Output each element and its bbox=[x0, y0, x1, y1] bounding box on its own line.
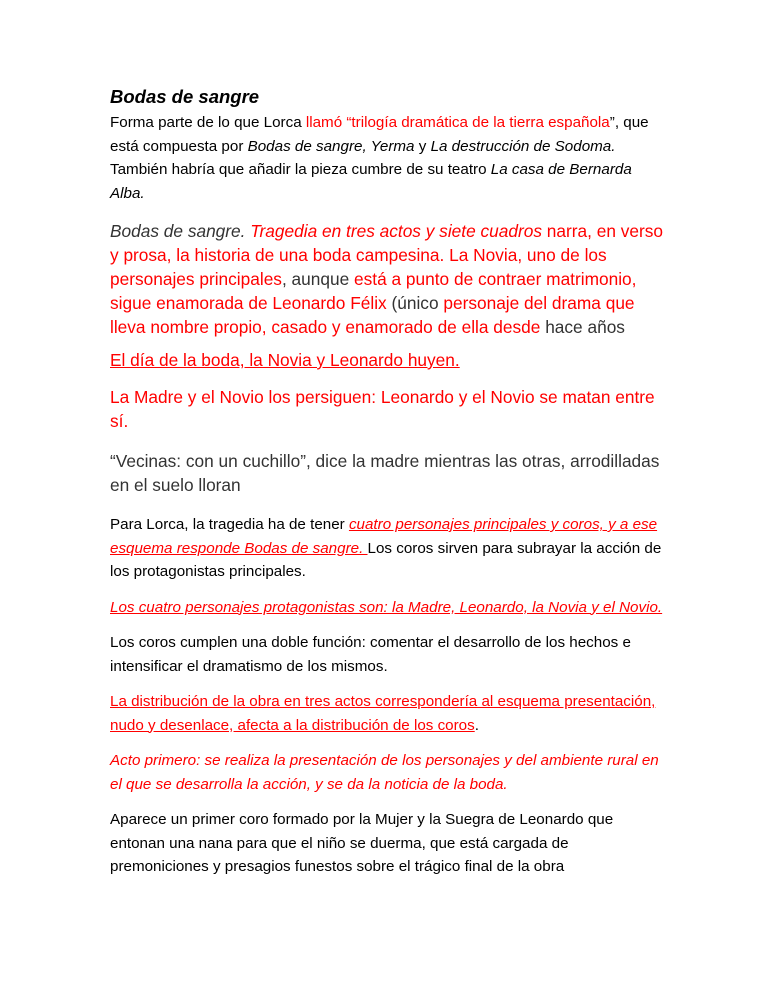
text-run-italic: La casa de Bernarda Alba. bbox=[110, 161, 632, 202]
text-run-italic: La destrucción de Sodoma. bbox=[430, 137, 616, 155]
paragraph-structure bbox=[110, 690, 670, 737]
text-run: ”, que está compuesta por bbox=[110, 114, 649, 155]
text-run-italic: Bodas de sangre. bbox=[110, 221, 251, 241]
text-run: Forma parte de lo que Lorca bbox=[110, 114, 306, 131]
paragraph-intro bbox=[110, 111, 670, 205]
text-run: (único bbox=[386, 293, 444, 313]
text-run-red: personaje del drama que lleva nombre propio, casado y enamorado de ella desde bbox=[110, 293, 635, 337]
paragraph-pursuit: La Madre y el Novio los persiguen: Leonardo y el Novio se matan entre sí. bbox=[110, 387, 655, 431]
paragraph-wedding-day: El día de la boda, la Novia y Leonardo huyen. bbox=[110, 350, 460, 370]
paragraph-act-one: Acto primero: se realiza la presentación de los personajes y del ambiente rural en el que se desarrolla la acción, y se da la noticia de la boda. bbox=[110, 752, 659, 793]
text-run: , aunque bbox=[281, 269, 355, 289]
text-run-red: llamó “trilogía dramática de la tierra española bbox=[305, 114, 610, 131]
paragraph-quote: “Vecinas: con un cuchillo”, dice la madre mientras las otras, arrodilladas en el suelo lloran bbox=[110, 451, 660, 495]
text-run-red-underline: La distribución de la obra en tres actos correspondería al esquema presentación, nudo y desenlace, afecta a la distribución de los coros bbox=[110, 693, 656, 734]
paragraph-first-chorus: Aparece un primer coro formado por la Mujer y la Suegra de Leonardo que entonan una nana para que el niño se duerma, que está cargada de premoniciones y presagios funestos sobre el trágico final de la obra bbox=[110, 811, 614, 875]
text-run: También habría que añadir la pieza cumbre de su teatro bbox=[110, 161, 491, 178]
text-run: Los coros sirven para subrayar la acción de los protagonistas principales. bbox=[110, 539, 662, 580]
paragraph-choruses: Los coros cumplen una doble función: comentar el desarrollo de los hechos e intensificar el dramatismo de los mismos. bbox=[110, 634, 631, 675]
text-run-red: está a punto de contraer matrimonio, sigue enamorada de Leonardo Félix bbox=[110, 269, 637, 313]
text-run-red: narra, en verso y prosa, la historia de una boda campesina. La Novia, uno de los personajes principales bbox=[110, 221, 664, 289]
document-body bbox=[110, 84, 670, 879]
text-run-red-italic: Tragedia en tres actos y siete cuadros bbox=[250, 221, 542, 241]
document-title: Bodas de sangre bbox=[110, 86, 260, 107]
text-run-italic: Bodas de sangre, Yerma bbox=[247, 137, 415, 155]
paragraph-tragedy bbox=[110, 513, 670, 584]
paragraph-protagonists: Los cuatro personajes protagonistas son: la Madre, Leonardo, la Novia y el Novio. bbox=[110, 598, 663, 616]
text-run-red-italic-underline: cuatro personajes principales y coros, y a ese esquema responde Bodas de sangre. bbox=[110, 516, 658, 557]
text-run: y bbox=[414, 137, 431, 155]
text-run: . bbox=[474, 716, 479, 734]
text-run: Para Lorca, la tragedia ha de tener bbox=[110, 516, 349, 533]
text-run: hace años bbox=[540, 317, 625, 337]
paragraph-summary bbox=[110, 219, 670, 339]
